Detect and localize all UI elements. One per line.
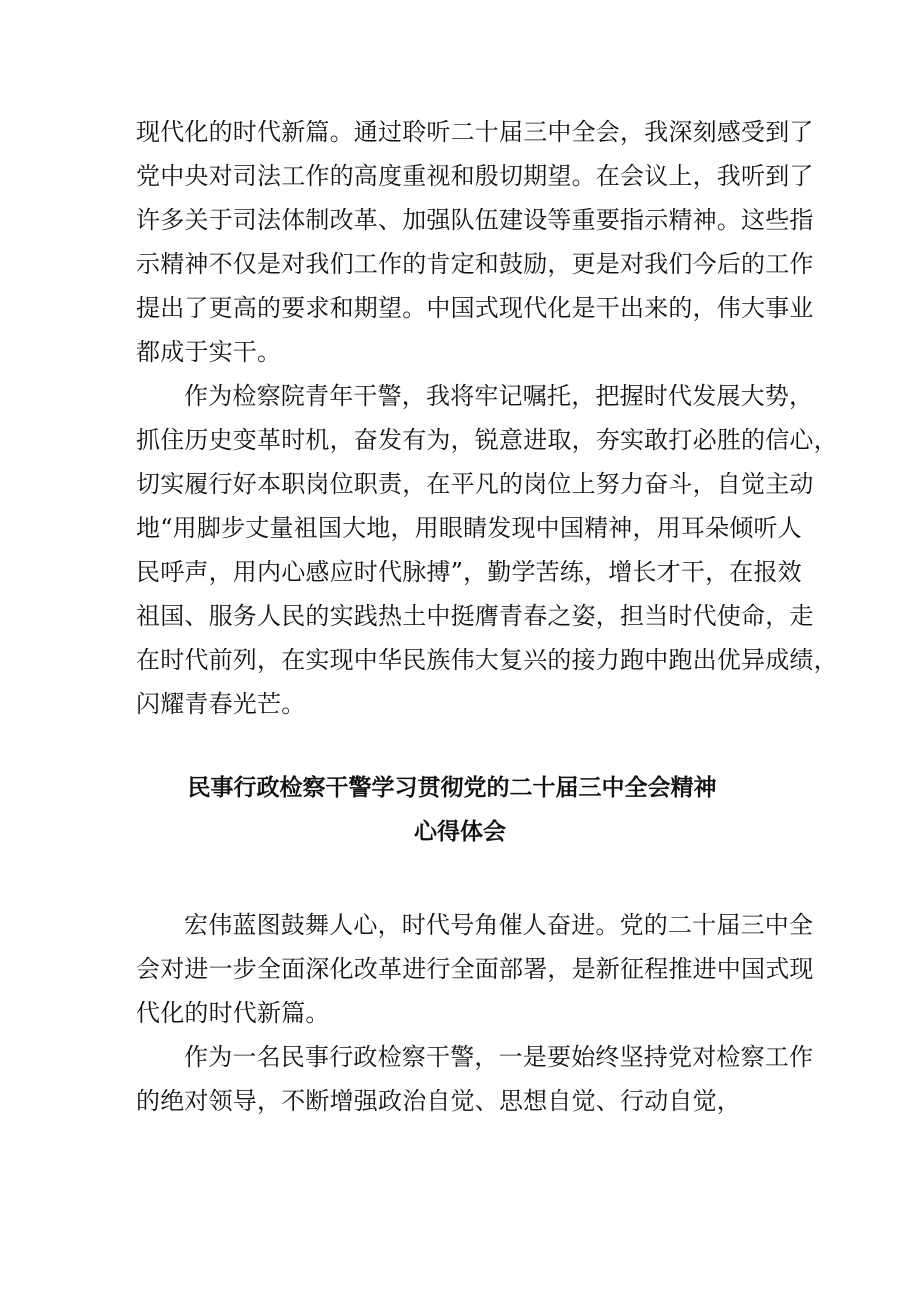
text-line: 会对进一步全面深化改革进行全面部署，是新征程推进中国式现 [136, 955, 814, 983]
text-line: 都成于实干。 [136, 338, 282, 366]
text-line: 民呼声，用内心感应时代脉搏”，勤学苦练，增长才干，在报效 [136, 558, 802, 586]
text-line: 提出了更高的要求和期望。中国式现代化是干出来的，伟大事业 [136, 294, 814, 322]
text-line: 祖国、服务人民的实践热土中挺膺青春之姿，担当时代使命，走 [136, 602, 814, 630]
text-line: 作为检察院青年干警，我将牢记嘱托，把握时代发展大势， [184, 382, 814, 410]
text-line: 闪耀青春光芒。 [136, 690, 306, 718]
text-line: 宏伟蓝图鼓舞人心，时代号角催人奋进。党的二十届三中全 [184, 911, 814, 939]
section-title: 民事行政检察干警学习贯彻党的二十届三中全会精神 [187, 774, 717, 801]
text-line: 抓住历史变革时机，奋发有为，锐意进取，夯实敢打必胜的信心， [136, 426, 838, 454]
text-line: 在时代前列，在实现中华民族伟大复兴的接力跑中跑出优异成绩， [136, 646, 838, 674]
section-title-continued: 心得体会 [414, 818, 506, 845]
text-line: 示精神不仅是对我们工作的肯定和鼓励，更是对我们今后的工作 [136, 250, 814, 278]
text-line: 现代化的时代新篇。通过聆听二十届三中全会，我深刻感受到了 [136, 118, 814, 146]
text-line: 代化的时代新篇。 [136, 999, 330, 1027]
text-line: 的绝对领导，不断增强政治自觉、思想自觉、行动自觉， [136, 1087, 741, 1115]
text-line: 地“用脚步丈量祖国大地，用眼睛发现中国精神，用耳朵倾听人 [136, 514, 802, 542]
text-line: 许多关于司法体制改革、加强队伍建设等重要指示精神。这些指 [136, 206, 814, 234]
text-line: 党中央对司法工作的高度重视和殷切期望。在会议上，我听到了 [136, 162, 814, 190]
text-line: 切实履行好本职岗位职责，在平凡的岗位上努力奋斗，自觉主动 [136, 470, 814, 498]
text-line: 作为一名民事行政检察干警，一是要始终坚持党对检察工作 [184, 1043, 814, 1071]
